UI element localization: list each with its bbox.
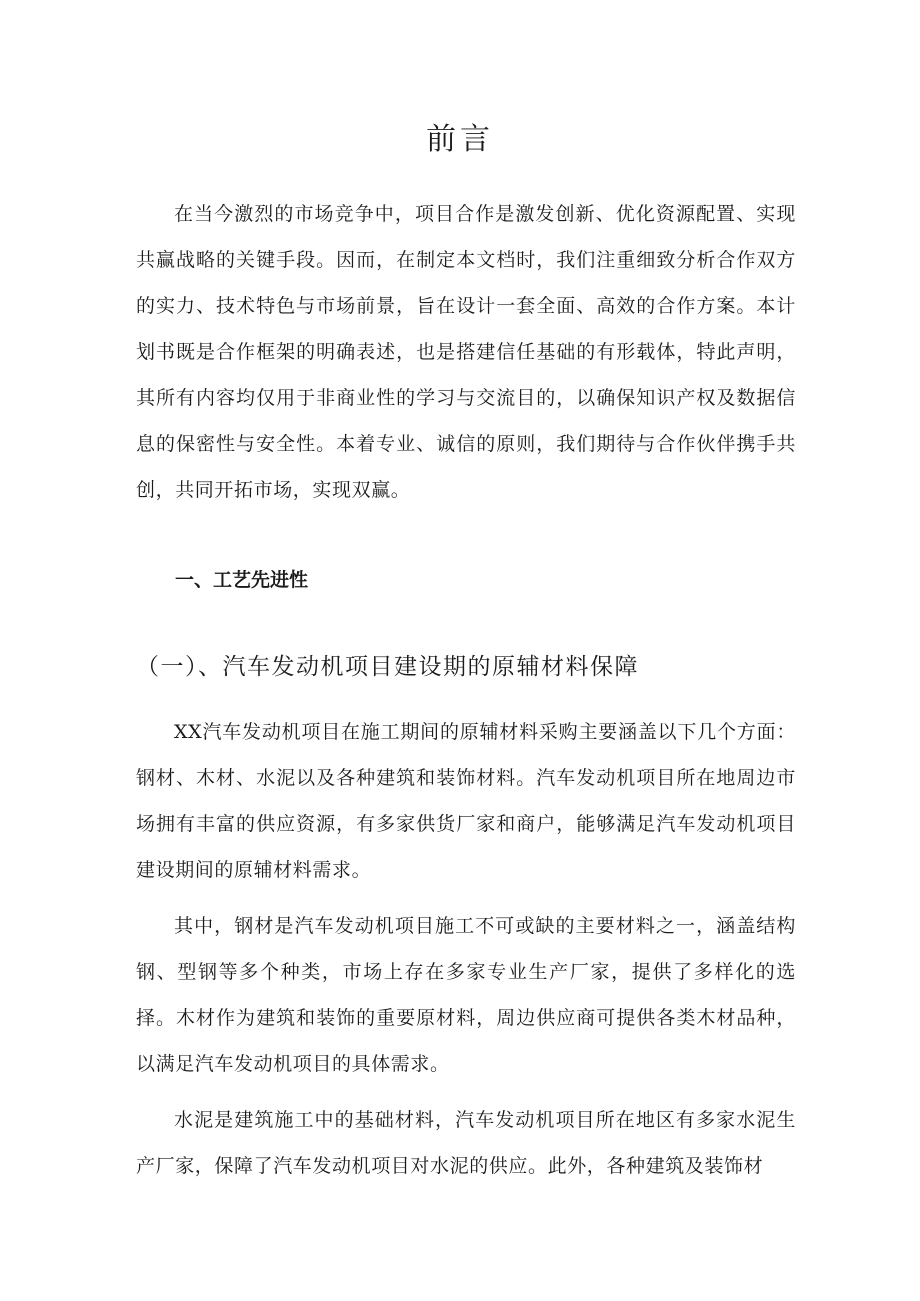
body-paragraph: XX汽车发动机项目在施工期间的原辅材料采购主要涵盖以下几个方面：钢材、木材、水泥以及各种建筑和装饰材料。汽车发动机项目所在地周边市场拥有丰富的供应资源，有多家供货厂家和商户，能够满足汽车发动机项目建设期间的原辅材料需求。 <box>136 721 796 881</box>
body-paragraph: 水泥是建筑施工中的基础材料，汽车发动机项目所在地区有多家水泥生产厂家，保障了汽车发动机项目对水泥的供应。此外，各种建筑及装饰材 <box>136 1109 796 1177</box>
intro-paragraph: 在当今激烈的市场竞争中，项目合作是激发创新、优化资源配置、实现共赢战略的关键手段。因而，在制定本文档时，我们注重细致分析合作双方的实力、技术特色与市场前景，旨在设计一套全面、高效的合作方案。本计划书既是合作框架的明确表述，也是搭建信任基础的有形载体，特此声明，其所有内容均仅用于非商业性的学习与交流目的，以确保知识产权及数据信息的保密性与安全性。本着专业、诚信的原则，我们期待与合作伙伴携手共创，共同开拓市场，实现双赢。 <box>136 203 796 501</box>
page-title: 前言 <box>426 122 494 157</box>
section-heading: 一、工艺先进性 <box>175 569 309 591</box>
body-paragraph: 其中，钢材是汽车发动机项目施工不可或缺的主要材料之一，涵盖结构钢、型钢等多个种类，市场上存在多家专业生产厂家，提供了多样化的选择。木材作为建筑和装饰的重要原材料，周边供应商可提供各类木材品种，以满足汽车发动机项目的具体需求。 <box>136 915 796 1075</box>
subsection-heading: （一）、汽车发动机项目建设期的原辅材料保障 <box>136 654 639 680</box>
